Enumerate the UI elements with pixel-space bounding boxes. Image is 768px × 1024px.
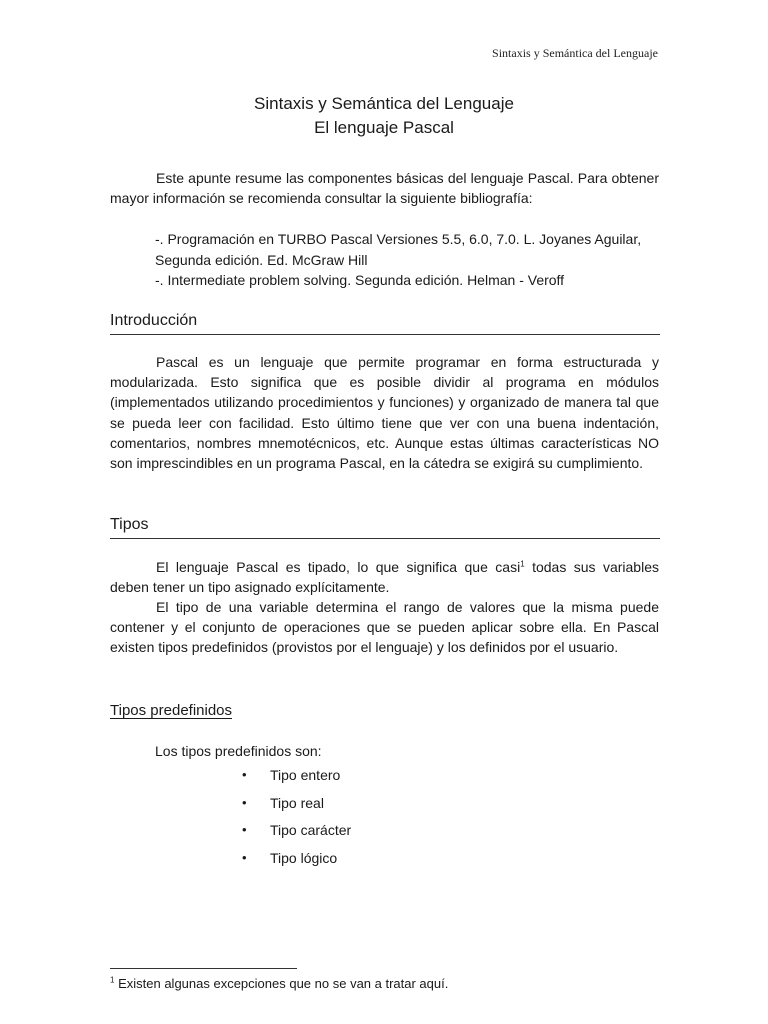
list-item-label: Tipo real bbox=[270, 794, 324, 811]
list-item bbox=[242, 848, 351, 876]
footnote-text: Existen algunas excepciones que no se van a tratar aquí. bbox=[118, 976, 449, 991]
section-heading-introduccion: Introducción bbox=[110, 311, 660, 335]
tipos-predefinidos-list bbox=[242, 765, 351, 875]
tipos-text-2: El tipo de una variable determina el rango de valores que la misma puede contener y el conjunto de operaciones que se pueden aplicar sobre ella. En Pascal existen tipos predefinidos (provistos por el lenguaje) y los definidos por el usuario. bbox=[110, 599, 659, 656]
bibliography bbox=[155, 229, 660, 291]
tipos-paragraph-1 bbox=[110, 557, 659, 597]
introduccion-text: Pascal es un lenguaje que permite programar en forma estructurada y modularizada. Esto significa que es posible dividir al programa en módulos (implementados utilizando procedimientos y funciones) y organizado de manera tal que se pueda leer con facilidad. Esto último tiene que ver con una buena indentación, comentarios, nombres mnemotécnicos, etc. Aunque estas últimas características NO son imprescindibles en un programa Pascal, en la cátedra se exigirá su cumplimiento. bbox=[110, 354, 659, 472]
footnote bbox=[110, 976, 448, 991]
title-line-1: Sintaxis y Semántica del Lenguaje bbox=[254, 94, 514, 113]
list-item-label: Tipo carácter bbox=[270, 822, 352, 839]
intro-paragraph bbox=[110, 168, 659, 208]
bibliography-item: -. Programación en TURBO Pascal Versiones 5.5, 6.0, 7.0. L. Joyanes Aguilar, Segunda edición. Ed. McGraw Hill bbox=[155, 231, 642, 268]
tipos-text-1b: todas sus variables deben tener un tipo asignado explícitamente. bbox=[110, 559, 659, 596]
list-item-label: Tipo entero bbox=[270, 767, 341, 783]
footnote-separator bbox=[110, 968, 297, 969]
bullet-icon: • bbox=[242, 794, 247, 810]
tipos-predefinidos-lead: Los tipos predefinidos son: bbox=[155, 743, 322, 759]
footnote-marker: 1 bbox=[110, 975, 115, 985]
tipos-paragraph-2 bbox=[110, 597, 659, 658]
section-heading-tipos: Tipos bbox=[110, 515, 660, 539]
intro-text: Este apunte resume las componentes básicas del lenguaje Pascal. Para obtener mayor información se recomienda consultar la siguiente bibliografía: bbox=[110, 170, 659, 207]
bibliography-item: -. Intermediate problem solving. Segunda edición. Helman - Veroff bbox=[155, 272, 565, 288]
running-header: Sintaxis y Semántica del Lenguaje bbox=[492, 46, 658, 60]
bullet-icon: • bbox=[242, 767, 247, 782]
list-item bbox=[242, 820, 351, 848]
tipos-text-1a: El lenguaje Pascal es tipado, lo que significa que casi bbox=[156, 559, 521, 575]
bullet-icon: • bbox=[242, 849, 247, 865]
list-item-label: Tipo lógico bbox=[270, 849, 338, 866]
subsection-heading-tipos-predefinidos: Tipos predefinidos bbox=[110, 702, 233, 719]
footnote-reference: 1 bbox=[520, 559, 525, 569]
list-item bbox=[242, 793, 351, 821]
bullet-icon: • bbox=[242, 822, 247, 838]
list-item bbox=[242, 765, 351, 793]
title-line-2: El lenguaje Pascal bbox=[314, 118, 454, 137]
introduccion-paragraph bbox=[110, 352, 659, 473]
document-title bbox=[0, 92, 768, 140]
